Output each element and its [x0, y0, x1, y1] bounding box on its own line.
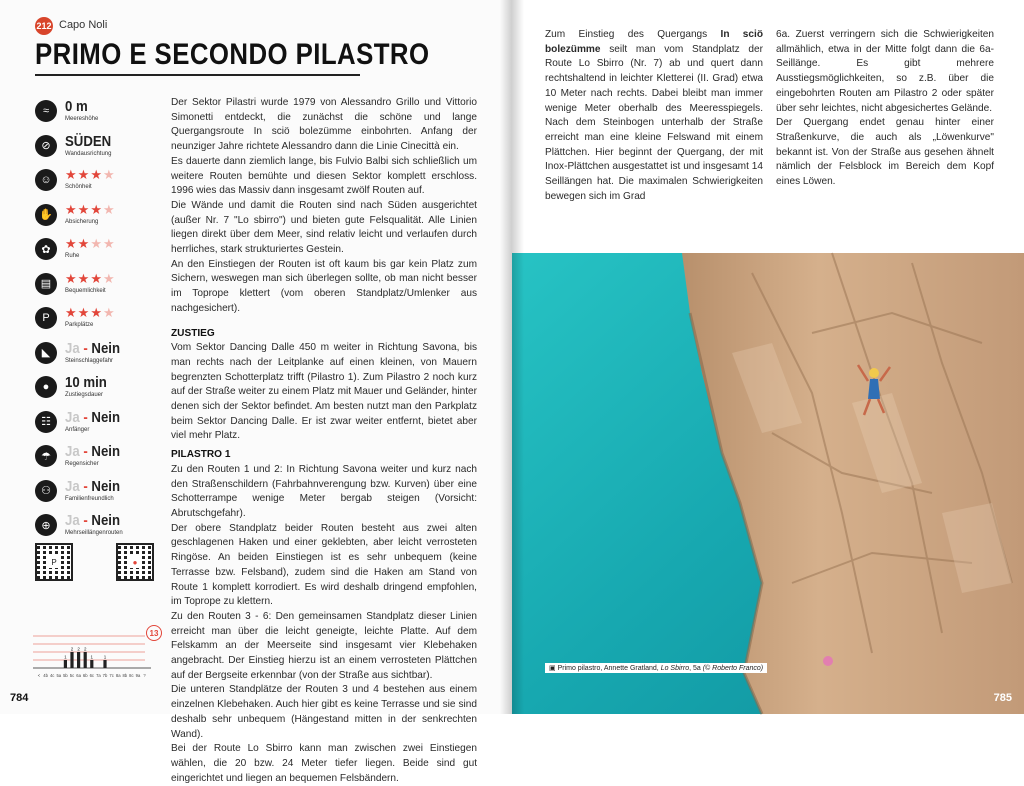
- star-icon: ★: [65, 236, 78, 251]
- sidebar-row-regensicher: ☂ Ja - Nein Regensicher: [35, 443, 155, 478]
- star-icon: ★: [77, 236, 91, 251]
- road-icon: ▤: [35, 273, 57, 295]
- chart-tick-label: 7a: [96, 673, 101, 678]
- sidebar-label: Mehrseillängenrouten: [65, 530, 123, 536]
- sidebar-label: Schönheit: [65, 184, 92, 190]
- route-count-badge: 13: [146, 625, 162, 641]
- sidebar-row-steinschlaggefahr: ◣ Ja - Nein Steinschlaggefahr: [35, 340, 155, 375]
- belayer: [823, 656, 833, 666]
- sea-cliff-image: [512, 253, 1024, 714]
- chart-value-label: 2: [83, 646, 87, 652]
- route-name-bold: In sciö bolezümme: [545, 29, 763, 55]
- right-text-column-2: [776, 28, 994, 190]
- chart-tick-label: 6c: [89, 673, 95, 678]
- chart-bar: [90, 660, 93, 668]
- sidebar-label: Bequemlichkeit: [65, 287, 106, 294]
- sidebar-row-ruhe: [35, 236, 155, 271]
- chart-tick-label: 6b: [82, 673, 88, 678]
- chart-bar: [70, 652, 73, 668]
- pilastro-paragraph: Zu den Routen 3 - 6: Den gemeinsamen Standplatz dieser Linien erreicht man über die leicht geneigte, leichte Platte. Auf dem Felskamm an der Meerseite sind insgesamt vier Klebehaken angebracht. Der Einstieg hierzu ist an einem verrosteten Plättchen auf der Bergseite erkennbar (von der Straße aus sichtbar).: [171, 610, 477, 681]
- chart-tick-label: ?: [143, 673, 146, 678]
- star-icon: ★: [90, 167, 103, 182]
- footsteps-icon: ●: [35, 376, 57, 398]
- sidebar-row-familienfreundlich: ⚇ Ja - Nein Familienfreundlich: [35, 478, 155, 513]
- chart-tick-label: 4c: [49, 673, 55, 678]
- chart-tick-label: 8a: [115, 673, 121, 678]
- sector-number-badge: 212: [35, 17, 53, 35]
- star-icon: ★: [65, 167, 78, 182]
- climber-helmet: [869, 368, 879, 378]
- chart-value-label: 2: [77, 646, 80, 652]
- chart-tick-label: 4b: [43, 673, 48, 678]
- sidebar-label: Anfänger: [65, 426, 90, 433]
- star-icon: ★: [102, 236, 116, 251]
- star-icon: ★: [102, 167, 116, 182]
- star-icon: ★: [90, 236, 103, 251]
- chart-value-label: 2: [70, 646, 74, 652]
- grades-chart: [33, 624, 155, 684]
- sidebar-label: Wandausrichtung: [65, 150, 112, 157]
- sidebar-label: Meereshöhe: [65, 116, 99, 122]
- climber-body: [868, 379, 880, 399]
- sidebar-row-meereshöhe: ≈ 0 m Meereshöhe: [35, 98, 155, 133]
- intro-paragraph: Es dauerte dann ziemlich lange, bis Fulvio Balbi sich schließlich um weitere Routen bemühte und diesen Sektor komplett erschloss. 1996 wies das Massiv dann insgesamt zwölf Routen auf.: [171, 155, 477, 197]
- sidebar-row-zustiegsdauer: ● 10 min Zustiegsdauer: [35, 374, 155, 409]
- sidebar-label: Familienfreundlich: [65, 495, 114, 502]
- smiley-icon: ☺: [35, 169, 57, 191]
- chart-tick-label: 9a: [135, 673, 141, 678]
- pilastro-paragraph: Der obere Standplatz beider Routen besteht aus zwei alten geschlagenen Haken und einer geklebten, aber leicht verrosteten Ringöse. An beiden Einstiegen ist es sehr unbequem (keine Terrasse bzw. Felsband), zudem sind die Haken am Stand von Route 1 komplett korrodiert. Es wird deshalb dringend empfohlen, im Toprope zu klettern.: [171, 522, 477, 608]
- sidebar-row-absicherung: [35, 202, 155, 237]
- chart-bar: [103, 660, 106, 668]
- intro-paragraph: Der Sektor Pilastri wurde 1979 von Alessandro Grillo und Vittorio Simonetti entdeckt, die zunächst die schöne und lange Quergangsroute In sciö bolezümme einbohrten. Anfang der neunziger Jahre richtete Alessandro dann die Linie Cinecittà ein.: [171, 97, 477, 153]
- chart-bar: [77, 652, 80, 668]
- chart-bar: [64, 660, 67, 668]
- star-icon: ★: [65, 305, 78, 320]
- chart-tick-label: 6a: [76, 673, 81, 678]
- wave-icon: ≈: [35, 100, 57, 122]
- sidebar-label: Zustiegsdauer: [65, 392, 104, 398]
- chart-tick-label: <: [37, 673, 41, 678]
- sidebar-row-schönheit: [35, 167, 155, 202]
- left-page: [0, 0, 512, 784]
- pilastro-paragraph: Die unteren Standplätze der Routen 3 und 4 bestehen aus einem einzelnen Klebehaken. Auch hier gibt es keine Terrasse und sie sind deshalb sehr unbequem (Hängestand mitten in der senkrechten Wand).: [171, 684, 477, 740]
- rating-stars: [65, 167, 116, 183]
- star-icon: ★: [102, 270, 116, 286]
- chart-value-label: 1: [103, 654, 107, 660]
- zustieg-paragraph: Vom Sektor Dancing Dalle 450 m weiter in Richtung Savona, bis man rechts nach der Leitplanke auf einen kleinen, von Mauern begrenzten Schotterplatz trifft (Pilastro 1). Zum Pilastro 2 noch kurz auf der Straße weiter zu einem Platz mit Mauer und Geländer, hinter denen sich der Sektor befindet. Am besten nutzt man den Parkplatz beim Sektor Dancing Dalle. Er ist zwar weiter entfernt, bietet aber viel mehr Platz.: [171, 342, 477, 442]
- camera-icon: ▣: [549, 665, 556, 672]
- star-icon: ★: [102, 305, 116, 320]
- compass-icon: ⊘: [35, 135, 57, 157]
- rating-stars: [65, 202, 116, 218]
- sidebar-row-mehrseillängenrouten: ⊕ Ja - Nein Mehrseillängenrouten: [35, 512, 155, 547]
- chart-tick-label: 7b: [102, 673, 108, 678]
- main-text-column: [171, 96, 477, 786]
- chart-tick-label: 5c: [69, 673, 75, 678]
- rating-stars: [65, 305, 116, 321]
- sidebar-label: Steinschlaggefahr: [65, 357, 114, 364]
- qr-code-parking[interactable]: [35, 543, 73, 581]
- chart-tick-label: 7c: [109, 673, 114, 678]
- star-icon: ★: [77, 270, 91, 286]
- sidebar-label: Absicherung: [65, 218, 99, 225]
- chart-tick-label: 8b: [122, 673, 128, 678]
- rating-stars: [65, 236, 116, 252]
- umbrella-icon: ☂: [35, 445, 57, 467]
- photo-caption: ▣ Primo pilastro, Annette Gratland, Lo Sbirro, 5a (© Roberto Franco): [545, 663, 767, 673]
- chart-tick-label: 5b: [63, 673, 68, 678]
- page-number-left: 784: [10, 692, 29, 704]
- pilastro-paragraph: Bei der Route Lo Sbirro kann man zwischen zwei Einstiegen wählen, die 20 bzw. 24 Meter tiefer liegen. Beide sind gut eingerichtet und liegen an bequemen Felsbändern.: [171, 743, 477, 784]
- sidebar-row-bequemlichkeit: [35, 271, 155, 306]
- qr-code-location[interactable]: [116, 543, 154, 581]
- area-name: Capo Noli: [59, 19, 108, 31]
- hand-icon: ✋: [35, 204, 57, 226]
- rating-stars: [65, 271, 116, 287]
- chart-value-label: 1: [64, 654, 67, 660]
- star-icon: ★: [90, 305, 103, 320]
- crowd-icon: ✿: [35, 238, 57, 260]
- parking-icon: P: [48, 556, 60, 568]
- intro-paragraph: Die Wände und damit die Routen sind nach Süden ausgerichtet (außer Nr. 7 "Lo sbirro") und bieten gute Felsqualität. Alle Linien liegen direkt über dem Meer, sind relativ leicht und verlaufen durch herrliches, stark strukturiertes Gestein.: [171, 199, 477, 256]
- page-title: PRIMO E SECONDO PILASTRO: [35, 38, 430, 71]
- page-number-right: 785: [993, 692, 1012, 704]
- beginner-icon: ☷: [35, 411, 57, 433]
- star-icon: ★: [77, 305, 91, 320]
- title-divider: [35, 74, 360, 76]
- intro-paragraph: An den Einstiegen der Routen ist oft kaum bis gar kein Platz zum Sichern, weswegen man sich überlegen sollte, ob man nicht besser im Toprope klettert (vom oberen Standplatz/Umlenker aus nachgesichert).: [171, 258, 477, 314]
- pilastro-paragraph: Zu den Routen 1 und 2: In Richtung Savona weiter und kurz nach den Straßenschildern (Fahrbahnverengung bzw. Kurven) über eine Schotterrampe wenige Meter bergab steigen (Vorsicht: Abrutschgefahr).: [171, 463, 477, 519]
- rope-icon: ⊕: [35, 514, 57, 536]
- sidebar-label: Ruhe: [65, 253, 80, 259]
- family-icon: ⚇: [35, 480, 57, 502]
- map-pin-icon: ●: [129, 556, 141, 568]
- star-icon: ★: [102, 201, 116, 217]
- pilastro-heading: PILASTRO 1: [171, 449, 231, 461]
- parking-icon: P: [35, 307, 57, 329]
- right-text-column-1: Zum Einstieg des Quergangs In sciö bolezümme seilt man vom Standplatz der Route Lo Sbirro (Nr. 7) ab und quert dann rechtshaltend in leichter Kletterei (II. Grad) etwa 10 Meter nach rechts. Dabei bleibt man immer wenige Meter oberhalb des Meeresspiegels. Nach dem Steinbogen unterhalb der Straße erreicht man eine kleine Felswand mit einem Plättchen. Hier beginnt der Quergang, der mit Inox-Plättchen ausgestattet ist und insgesamt 14 Seillängen hat. Die maximalen Schwierigkeiten bewegen sich im Grad: [545, 29, 763, 202]
- star-icon: ★: [90, 201, 103, 217]
- right-paragraph: Der Quergang endet genau hinter einer Straßenkurve, die auch als „Löwenkurve" bekannt ist. Von der Straße aus gesehen ähnelt nämlich der Felsblock im Bereich dem Kopf eines Löwen.: [776, 117, 994, 188]
- chart-tick-label: 5a: [56, 673, 62, 678]
- chart-bar: [84, 652, 87, 668]
- zustieg-heading: ZUSTIEG: [171, 327, 215, 339]
- star-icon: ★: [65, 270, 78, 286]
- chart-value-label: 1: [90, 654, 94, 660]
- info-sidebar: [35, 98, 155, 547]
- sidebar-row-parkplätze: [35, 305, 155, 340]
- right-paragraph: 6a. Zuerst verringern sich die Schwierigkeiten allmählich, etwa in der Mitte folgt dann die 6a-Seillänge. Es gibt mehrere Ausstiegsmöglichkeiten, so z.B. über die eingebohrten Routen am Pilastro 2 oder später über sehr leichtes, nicht abgesichertes Gelände.: [776, 29, 994, 114]
- sidebar-label: Regensicher: [65, 461, 99, 467]
- chart-tick-label: 8c: [129, 673, 134, 678]
- rockfall-icon: ◣: [35, 342, 57, 364]
- star-icon: ★: [65, 201, 78, 217]
- star-icon: ★: [77, 167, 91, 182]
- sidebar-row-wandausrichtung: ⊘ SÜDEN Wandausrichtung: [35, 133, 155, 168]
- right-page: [512, 0, 1024, 714]
- climbing-photo: [512, 253, 1024, 714]
- star-icon: ★: [77, 201, 91, 217]
- sidebar-row-anfänger: ☷ Ja - Nein Anfänger: [35, 409, 155, 444]
- sidebar-label: Parkplätze: [65, 322, 94, 328]
- star-icon: ★: [90, 270, 103, 286]
